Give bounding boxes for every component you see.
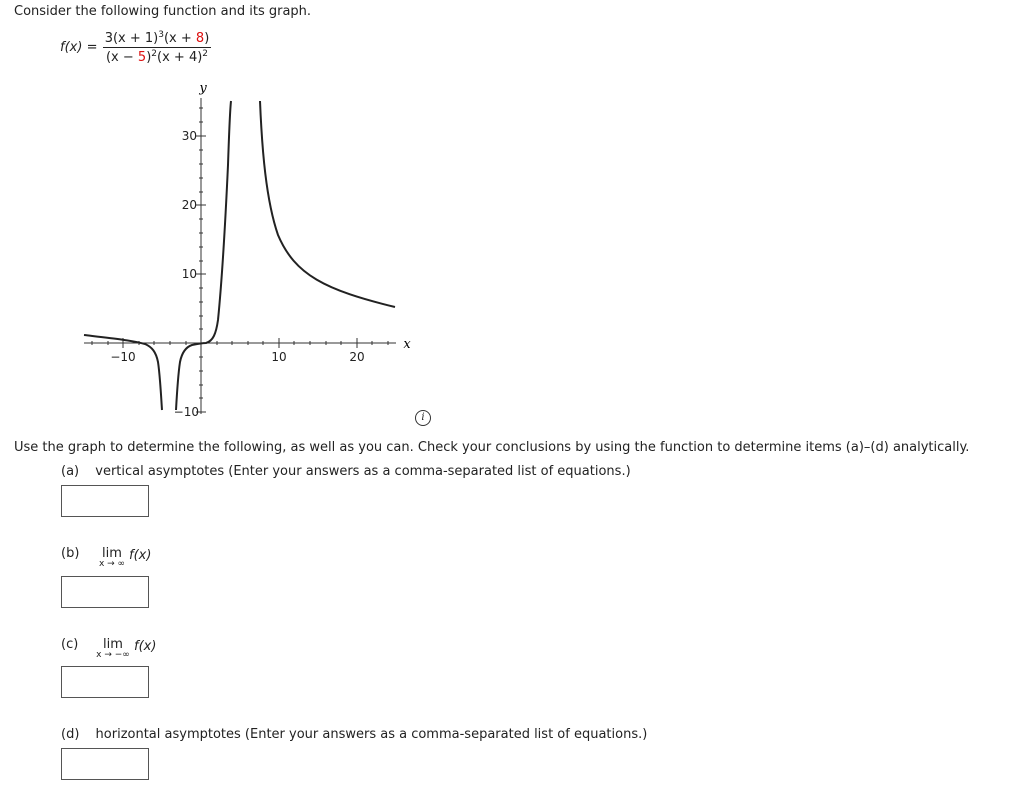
info-icon[interactable]: i [415,410,431,426]
equals-sign: = [86,40,98,55]
part-a-text: vertical asymptotes (Enter your answers as a comma-separated list of equations.) [95,464,631,479]
part-d-text: horizontal asymptotes (Enter your answers as a comma-separated list of equations.) [95,727,648,742]
x-tick-label: 10 [271,350,287,364]
instructions: Use the graph to determine the following, as well as you can. Check your conclusions by using the function to determine items (a)–(d) analytically. [14,440,970,455]
limit-c-function: f(x) [134,639,157,654]
part-d [61,727,647,742]
part-c-label: (c) [61,637,79,652]
x-tick-label: −10 [110,350,136,364]
y-tick-label: −10 [173,405,199,419]
answer-input-c[interactable] [61,666,149,698]
y-tick-label: 30 [181,129,197,143]
intro-text: Consider the following function and its graph. [14,4,312,19]
limit-b: lim x → ∞ [98,546,126,569]
answer-input-a[interactable] [61,485,149,517]
limit-b-function: f(x) [129,548,152,563]
limit-c: lim x → −∞ [96,637,130,660]
part-a-label: (a) [61,464,80,479]
y-tick-label: 20 [181,198,197,212]
y-tick-label: 10 [181,267,197,281]
part-b-label: (b) [61,546,80,561]
answer-input-d[interactable] [61,748,149,780]
part-a [61,464,631,479]
x-tick-label: 20 [349,350,365,364]
function-name: f(x) [60,40,83,55]
part-d-label: (d) [61,727,80,742]
denominator: $(x - 5)^2(x + 4)^2$ [105,49,209,65]
numerator: $3(x + 1)^3(x + 8)$ [104,30,210,46]
y-axis-label: y [199,81,207,96]
x-axis-label: x [403,337,411,352]
answer-input-b[interactable] [61,576,149,608]
